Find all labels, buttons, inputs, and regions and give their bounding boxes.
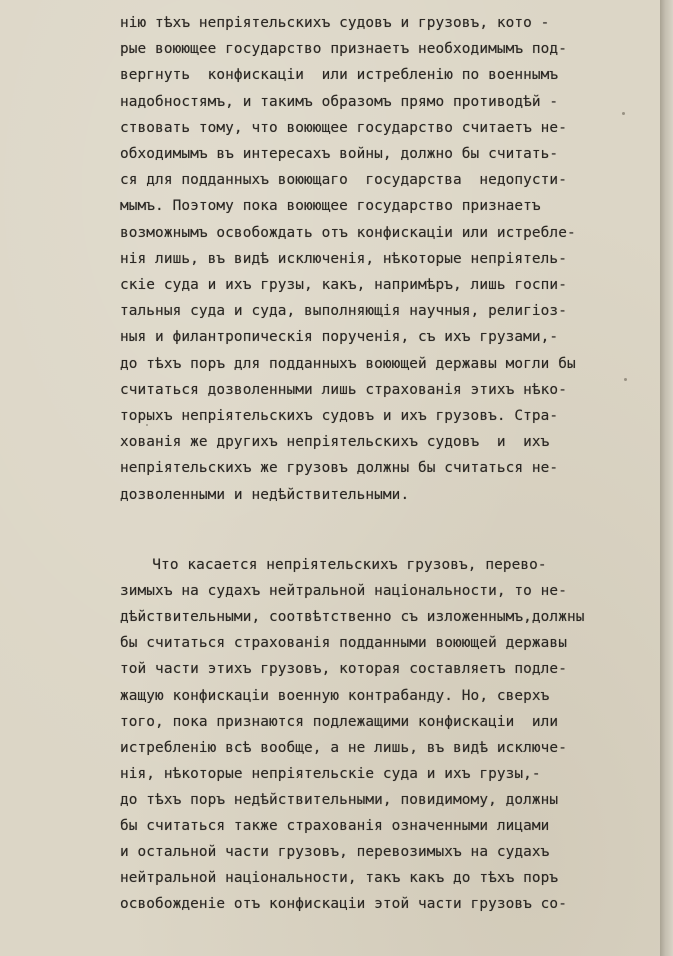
text-line: нейтральной національности, такъ какъ до тѣхъ поръ — [120, 870, 559, 887]
text-line: того, пока признаются подлежащими конфискаціи или — [120, 713, 559, 730]
text-line: ныя и филантропическія порученія, съ ихъ грузами,- — [120, 329, 559, 346]
text-line: и остальной части грузовъ, перевозимыхъ на судахъ — [120, 844, 550, 861]
text-line: до тѣхъ поръ для подданныхъ воюющей державы могли бы — [120, 355, 576, 372]
text-line: скіе суда и ихъ грузы, какъ, напримѣръ, лишь госпи- — [120, 277, 567, 293]
text-line: обходимымъ въ интересахъ войны, должно бы считать- — [120, 146, 559, 162]
text-line: дозволенными и недѣйствительными. — [120, 486, 410, 503]
text-line: до тѣхъ поръ недѣйствительными, повидимому, должны — [120, 791, 559, 808]
text-line: освобожденіе отъ конфискаціи этой части грузовъ со- — [120, 896, 567, 913]
text-line: нія лишь, въ видѣ исключенія, нѣкоторые непріятель- — [120, 250, 567, 267]
text-line: тальныя суда и суда, выполняющія научныя, религіоз- — [120, 303, 567, 320]
text-line: ствовать тому, что воюющее государство считаетъ не- — [120, 119, 567, 136]
paper-speck — [624, 378, 627, 381]
text-line: нію тѣхъ непріятельскихъ судовъ и грузовъ, кото - — [120, 15, 550, 31]
text-line: считаться дозволенными лишь страхованія этихъ нѣко- — [120, 381, 567, 398]
text-line: истребленію всѣ вообще, а не лишь, въ видѣ исключе- — [120, 739, 567, 756]
text-line: вергнуть конфискаціи или истребленію по военнымъ — [120, 67, 559, 84]
text-line: дѣйствительными, соотвѣтственно съ изложеннымъ,должны — [120, 609, 585, 626]
text-line: жащую конфискаціи военную контрабанду. Но, сверхъ — [120, 687, 550, 704]
text-line: бы считаться страхованія подданными воюющей державы — [120, 635, 567, 652]
text-line: хованія же другихъ непріятельскихъ судовъ и ихъ — [120, 434, 550, 451]
text-line: зимыхъ на судахъ нейтральной національности, то не- — [120, 583, 567, 600]
paper-speck — [146, 424, 148, 426]
text-line: возможнымъ освобождать отъ конфискаціи или истребле- — [120, 224, 576, 241]
text-line: бы считаться также страхованія означенными лицами — [120, 818, 550, 834]
paper-speck — [622, 112, 625, 115]
text-line: мымъ. Поэтому пока воюющее государство признаетъ — [120, 198, 541, 215]
text-line: ся для подданныхъ воюющаго государства недопусти- — [120, 172, 567, 189]
page-edge — [660, 0, 673, 956]
text-line: той части этихъ грузовъ, которая составляетъ подле- — [120, 661, 567, 678]
text-line: нія, нѣкоторые непріятельскіе суда и ихъ грузы,- — [120, 765, 541, 782]
text-line: непріятельскихъ же грузовъ должны бы считаться не- — [120, 460, 559, 477]
text-line: Что касается непріятельскихъ грузовъ, перево- — [126, 557, 547, 573]
text-line: рые воюющее государство признаетъ необходимымъ под- — [120, 41, 567, 58]
text-line: надобностямъ, и такимъ образомъ прямо противодѣй - — [120, 93, 559, 110]
text-line: торыхъ непріятельскихъ судовъ и ихъ грузовъ. Стра- — [120, 408, 559, 424]
